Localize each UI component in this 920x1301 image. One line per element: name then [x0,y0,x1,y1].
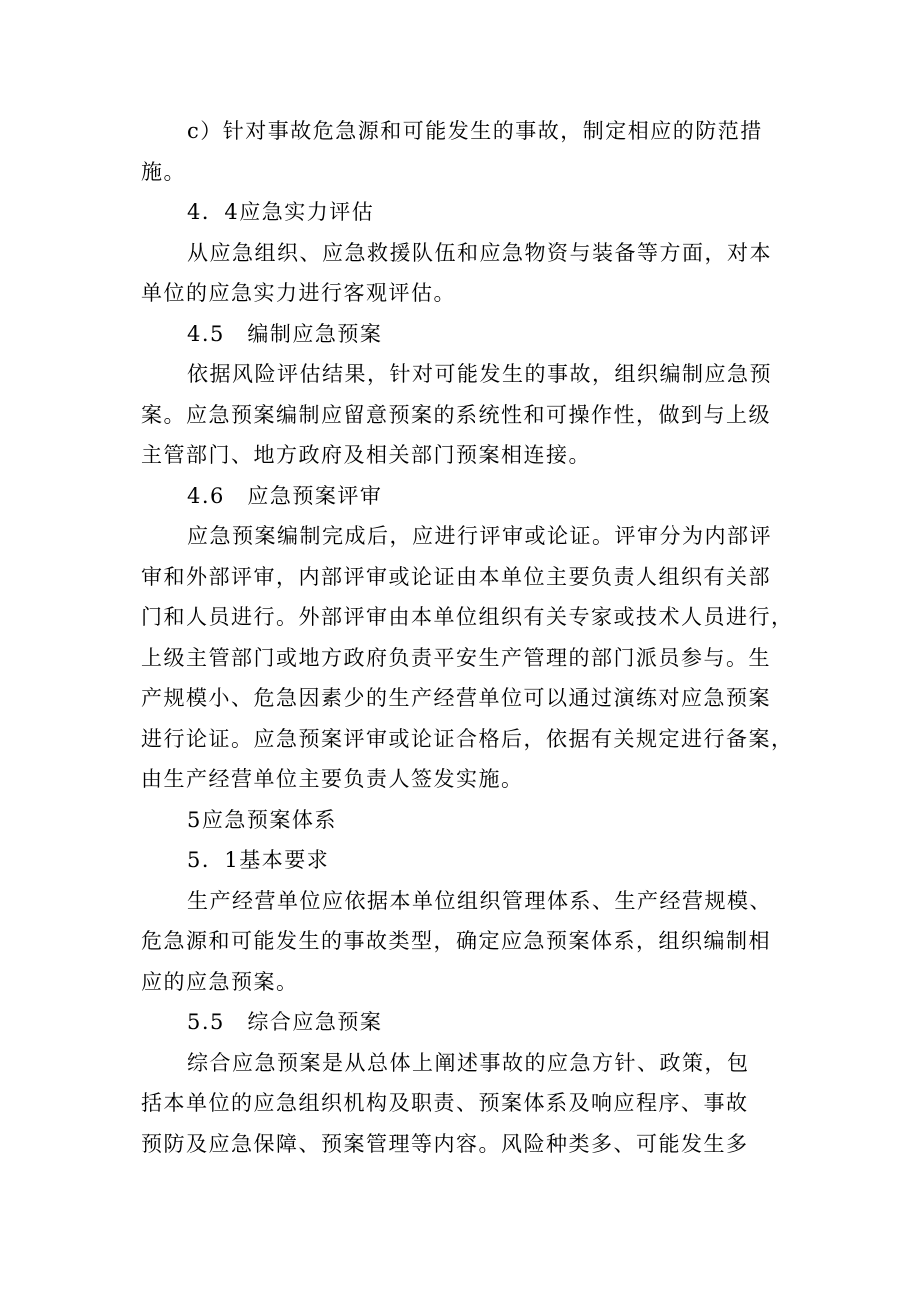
text-line: 危急源和可能发生的事故类型，确定应急预案体系，组织编制相 [141,929,771,953]
text-line: 依据风险评估结果，针对可能发生的事故，组织编制应急预 [187,362,772,386]
text-line: 生产经营单位应依据本单位组织管理体系、生产经营规模、 [187,889,772,913]
text-line: 进行论证。应急预案评审或论证合格后，依据有关规定进行备案， [141,727,794,751]
text-line: 应急预案编制完成后，应进行评审或论证。评审分为内部评 [187,524,772,548]
section-heading: 4.5 编制应急预案 [187,322,383,346]
text-line: 单位的应急实力进行客观评估。 [141,281,456,305]
text-line: 从应急组织、应急救援队伍和应急物资与装备等方面，对本 [187,241,772,265]
text-line: 预防及应急保障、预案管理等内容。风险种类多、可能发生多 [141,1132,749,1156]
text-line: 施。 [141,160,186,184]
section-heading: 5应急预案体系 [187,808,337,832]
text-line: 上级主管部门或地方政府负责平安生产管理的部门派员参与。生 [141,646,771,670]
text-line: 审和外部评审，内部评审或论证由本单位主要负责人组织有关部 [141,565,771,589]
text-line: 案。应急预案编制应留意预案的系统性和可操作性，做到与上级 [141,403,771,427]
text-line: c）针对事故危急源和可能发生的事故，制定相应的防范措 [187,119,763,143]
section-heading: 5.5 综合应急预案 [187,1010,383,1034]
text-line: 综合应急预案是从总体上阐述事故的应急方针、政策，包 [187,1051,750,1075]
text-line: 主管部门、地方政府及相关部门预案相连接。 [141,443,591,467]
text-line: 括本单位的应急组织机构及职责、预案体系及响应程序、事故 [141,1091,749,1115]
section-heading: 4.6 应急预案评审 [187,484,383,508]
section-heading: 5．1基本要求 [187,848,330,872]
text-line: 应的应急预案。 [141,970,299,994]
text-line: 由生产经营单位主要负责人签发实施。 [141,767,524,791]
section-heading: 4．4应急实力评估 [187,200,375,224]
text-line: 门和人员进行。外部评审由本单位组织有关专家或技术人员进行， [141,605,794,629]
text-line: 产规模小、危急因素少的生产经营单位可以通过演练对应急预案 [141,686,771,710]
